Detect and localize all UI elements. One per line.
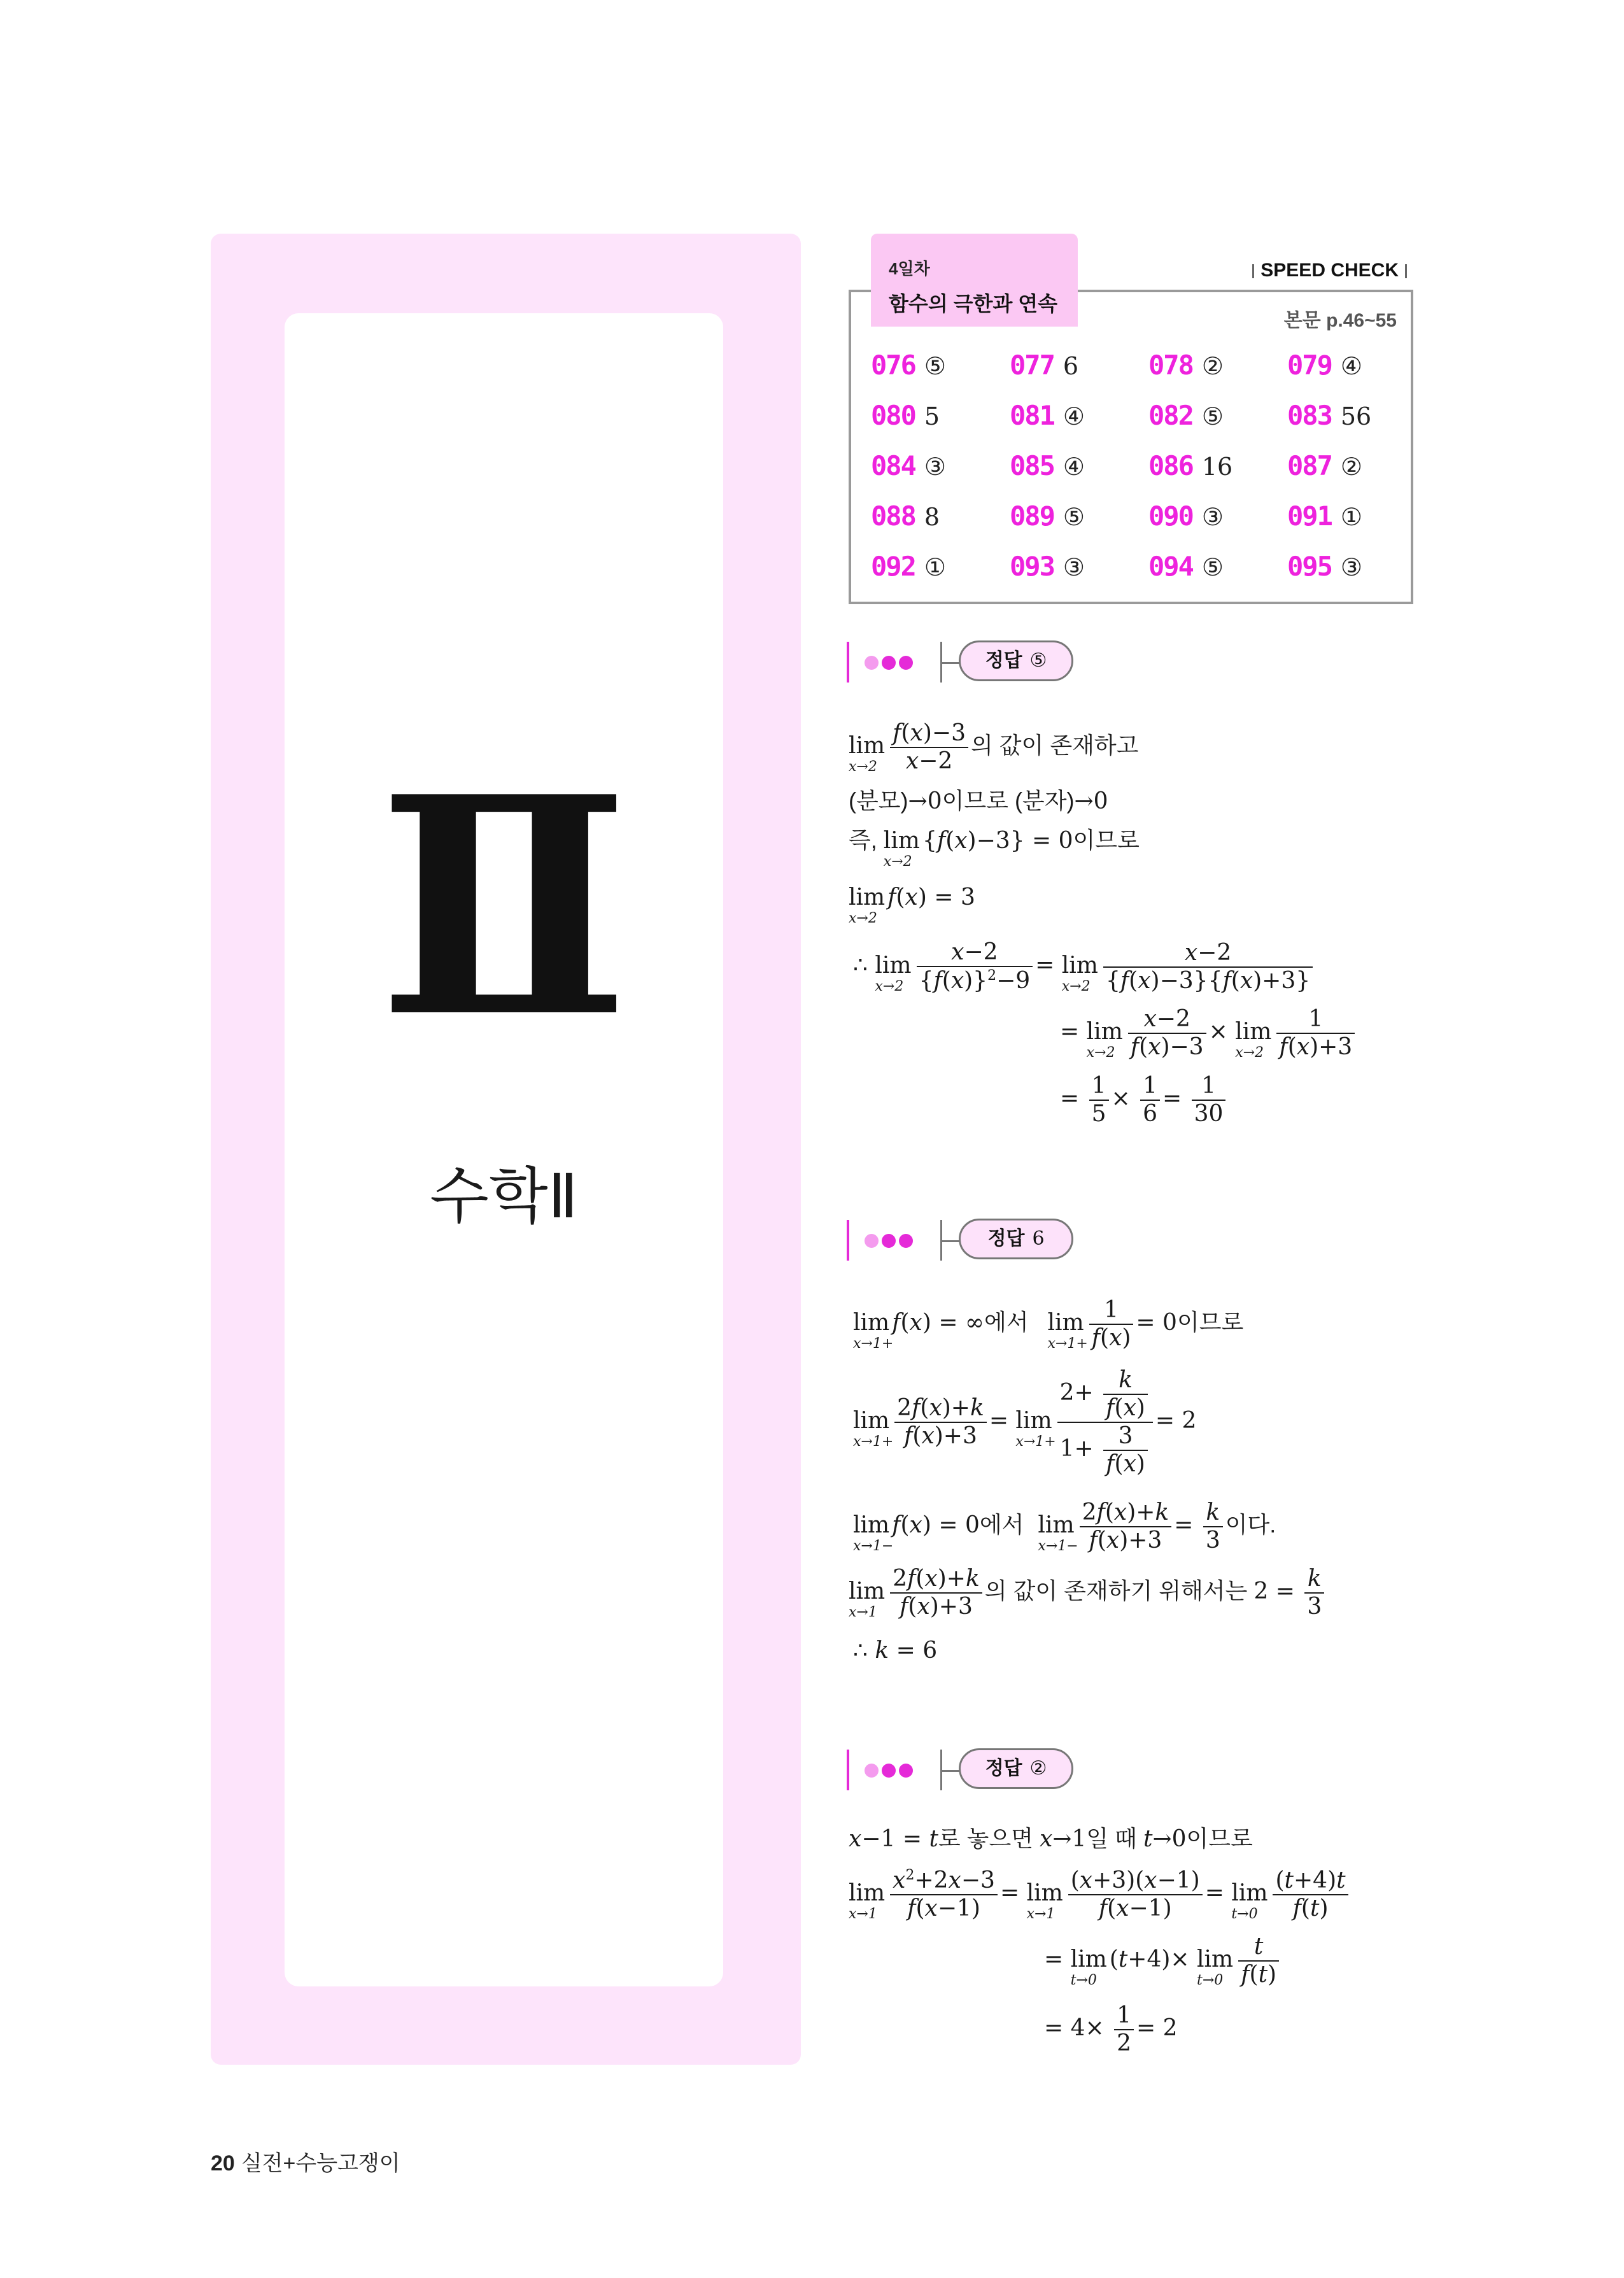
solution-line: lim x→1+ $\frac{2f(x)+k}{f(x)+3}$ = lim x→1+ 2+ $\frac{k}{f(x)}$ 1+ $\frac{3}{f(x)}$ = 2 <box>853 1367 1197 1477</box>
answer-item: 088 8 <box>871 500 940 532</box>
solution-line: lim x→2 f(x) = 3 <box>849 884 975 926</box>
answer-item: 089 ⑤ <box>1010 500 1085 532</box>
answer-item: 085 ④ <box>1010 450 1085 481</box>
answer-item: 086 16 <box>1148 450 1233 481</box>
answer-item: 081 ④ <box>1010 400 1085 431</box>
answer-item: 087 ② <box>1287 450 1362 481</box>
solution-line: = 4× $\frac{1}{2}$ = 2 <box>1044 2002 1178 2056</box>
solution-line: lim x→1− f(x) = 0에서 lim x→1− $\frac{2f(x)+k}{f(x)+3}$ = $\frac{k}{3}$ 이다. <box>853 1499 1276 1554</box>
solution-line: ∴ k = 6 <box>853 1638 938 1664</box>
answer-item: 091 ① <box>1287 500 1362 532</box>
speed-check-page-ref: 본문 p.46~55 <box>1283 310 1397 331</box>
answer-item: 076 ⑤ <box>871 350 946 381</box>
chapter-subject: 수학Ⅱ <box>430 1163 578 1231</box>
answer-item: 094 ⑤ <box>1148 551 1224 582</box>
solution-line: lim x→2 $\frac{f(x)-3}{x-2}$ 의 값이 존재하고 <box>849 720 1139 775</box>
solution-line: lim x→1 $\frac{2f(x)+k}{f(x)+3}$ 의 값이 존재하기 위해서는 2 = $\frac{k}{3}$ <box>849 1567 1327 1618</box>
chapter-numeral: Ⅱ <box>378 732 630 1083</box>
answer-pill: 정답 ② <box>959 1748 1073 1789</box>
answer-item: 083 56 <box>1287 400 1372 431</box>
answer-item: 078 ② <box>1148 350 1224 381</box>
answer-header-3 <box>847 1744 1101 1795</box>
page-footer <box>211 2146 400 2177</box>
solution-line: = $\frac{1}{5}$ × $\frac{1}{6}$ = $\frac{1}{30}$ <box>1060 1075 1228 1126</box>
solution-line: = lim t→0 (t+4)× lim t→0 $\frac{t}{f(t)}$ <box>1044 1935 1282 1986</box>
solution-line: 즉, lim x→2 {f(x)−3} = 0이므로 <box>849 827 1140 870</box>
page-number: 20 <box>211 2151 235 2175</box>
answer-item: 084 ③ <box>871 450 946 481</box>
answer-item: 090 ③ <box>1148 500 1224 532</box>
answer-pill: 정답 6 <box>959 1219 1073 1259</box>
answer-item: 079 ④ <box>1287 350 1362 381</box>
answer-header-1 <box>847 637 1101 688</box>
speed-check-title: SPEED CHECK <box>1246 260 1413 281</box>
answer-item: 077 6 <box>1010 350 1079 381</box>
answer-pill: 정답 ⑤ <box>959 640 1073 681</box>
speed-check-topic: 함수의 극한과 연속 <box>889 292 1058 315</box>
solution-line: lim x→1+ f(x) = ∞에서 lim x→1+ $\frac{1}{f(x)}$ = 0이므로 <box>853 1297 1244 1352</box>
solution-line: ∴ lim x→2 $\frac{x-2}{\{f(x)\}^2-9}$ = lim x→2 $\frac{x-2}{\{f(x)-3\}\{f(x)+3\}}$ <box>853 941 1315 993</box>
solution-line: x−1 = t로 놓으면 x→1일 때 t→0이므로 <box>849 1825 1253 1852</box>
speed-check-day: 4일차 <box>889 259 930 278</box>
solution-line: = lim x→2 $\frac{x-2}{f(x)-3}$ × lim x→2 $\frac{1}{f(x)+3}$ <box>1060 1008 1357 1059</box>
answer-item: 092 ① <box>871 551 946 582</box>
solution-line: (분모)→0이므로 (분자)→0 <box>849 788 1108 814</box>
solution-line: lim x→1 $\frac{x^2+2x-3}{f(x-1)}$ = lim x→1 $\frac{(x+3)(x-1)}{f(x-1)}$ = lim t→0 $\frac{(t+4)t}{f(t)}$ <box>849 1869 1351 1920</box>
answer-item: 080 5 <box>871 400 940 431</box>
chapter-panel-inner <box>285 313 723 1986</box>
answer-item: 093 ③ <box>1010 551 1085 582</box>
answer-item: 095 ③ <box>1287 551 1362 582</box>
answer-item: 082 ⑤ <box>1148 400 1224 431</box>
book-title: 실전+수능고쟁이 <box>241 2151 400 2175</box>
answer-header-2 <box>847 1215 1101 1266</box>
